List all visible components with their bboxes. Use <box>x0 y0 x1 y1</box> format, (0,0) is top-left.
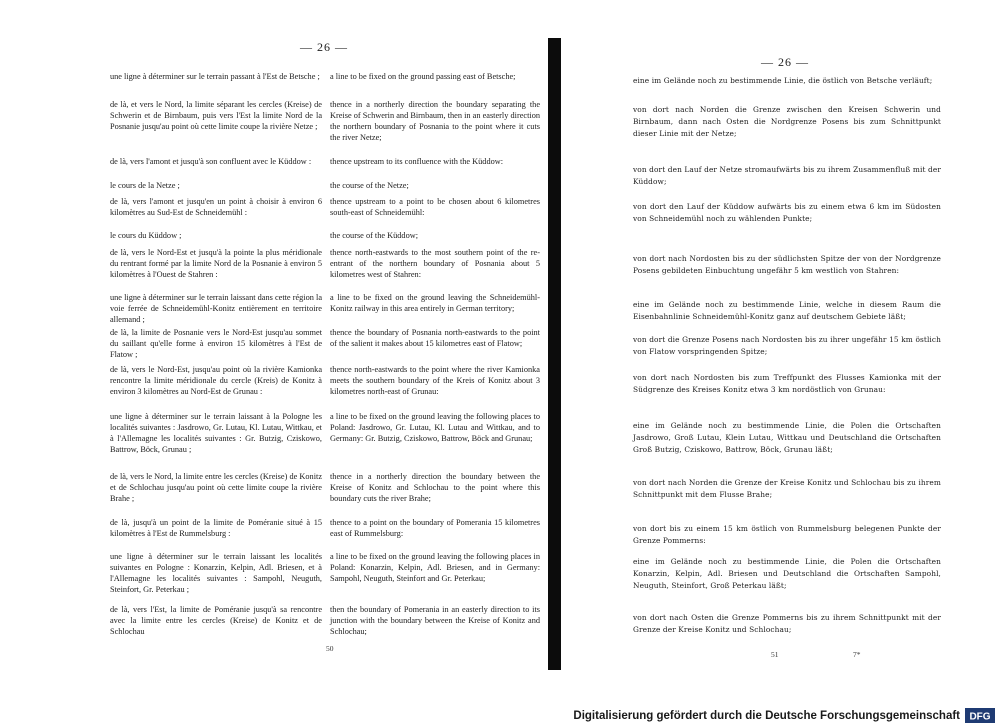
en-para: a line to be fixed on the ground passing east of Betsche; <box>330 72 516 81</box>
left-page-number: — 26 — <box>300 40 348 54</box>
en-para: then the boundary of Pomerania in an easterly direction to its junction with the boundary between the Kreise of Konitz and Schlochau; <box>330 605 540 636</box>
de-para: von dort nach Norden die Grenze der Kreise Konitz und Schlochau bis zu ihrem Schnittpunkt mit dem Flusse Brahe; <box>633 478 941 499</box>
de-para: eine im Gelände noch zu bestimmende Linie, welche in diesem Raum die Eisenbahnlinie Schneidemühl-Konitz ganz auf deutschem Gebiete läßt; <box>633 300 941 321</box>
fr-para: le cours du Küddow ; <box>110 231 182 240</box>
de-para: von dort den Lauf der Netze stromaufwärts bis zu ihrem Zusammenfluß mit der Küddow; <box>633 165 941 186</box>
de-para: eine im Gelände noch zu bestimmende Linie, die Polen die Ortschaften Konarzin, Kelpin, Adl. Briesen und Deutschland die Ortschaften Sampohl, Neuguth, Steinfort, Groß Peterkau läßt; <box>633 557 941 590</box>
de-para: von dort die Grenze Posens nach Nordosten bis zu ihrer ungefähr 15 km östlich von Flatow vorspringenden Spitze; <box>633 335 941 356</box>
fr-para: de là, la limite de Posnanie vers le Nord-Est jusqu'au sommet du saillant qu'elle forme à environ 15 kilomètres à l'Est de Flatow ; <box>110 328 322 359</box>
en-para: thence in a northerly direction the boundary between the Kreise of Konitz and Schlochau to the point where this boundary cuts the river Brahe; <box>330 472 540 503</box>
en-para: the course of the Netze; <box>330 181 409 190</box>
fr-para: une ligne à déterminer sur le terrain laissant dans cette région la voie ferrée de Schneidemühl-Konitz entièrement en territoire allemand ; <box>110 293 322 324</box>
de-para: eine im Gelände noch zu bestimmende Linie, die östlich von Betsche verläuft; <box>633 76 933 85</box>
dfg-logo-icon <box>965 708 995 723</box>
fr-para: de là, vers l'amont et jusqu'à son confluent avec le Küddow : <box>110 157 312 166</box>
fr-para: de là, vers le Nord-Est, jusqu'au point où la rivière Kamionka rencontre la limite méridionale du cercle (Kreis) de Konitz à environ 3 kilomètres au Nord-Est de Grunau : <box>110 365 322 396</box>
fr-para: de là, vers l'amont et jusqu'en un point à choisir à environ 6 kilomètres au Sud-Est de Schneidemühl : <box>110 197 322 217</box>
fr-para: de là, vers l'Est, la limite de Poméranie jusqu'à sa rencontre avec la limite entre les cercles (Kreise) de Konitz et de Schlochau <box>110 605 322 636</box>
fr-para: le cours de la Netze ; <box>110 181 180 190</box>
de-para: von dort den Lauf der Küddow aufwärts bis zu einem etwa 6 km im Südosten von Schneidemühl noch zu wählenden Punkte; <box>633 202 941 223</box>
en-para: thence north-eastwards to the most southern point of the re-entrant of the northern boundary of Posnania about 5 kilometres west of Stahren: <box>330 248 540 279</box>
de-para: von dort nach Norden die Grenze zwischen den Kreisen Schwerin und Birnbaum, dann nach Osten die Nordgrenze Posens bis zum Schnittpunkt dieser Linie mit der Netze; <box>633 105 941 138</box>
de-para: von dort nach Osten die Grenze Pommerns bis zu ihrem Schnittpunkt mit der Grenze der Kreise Konitz und Schlochau; <box>633 613 941 634</box>
fr-para: de là, vers le Nord, la limite entre les cercles (Kreise) de Konitz et de Schlochau jusqu'au point où cette limite coupe la rivière Brahe ; <box>110 472 322 503</box>
fr-para: une ligne à déterminer sur le terrain laissant à la Pologne les localités suivantes : Jasdrowo, Gr. Lutau, Kl. Lutau, Wittkau, et à l'Allemagne les localités suivantes : Gr. Butzig, Cziskowo, Battrow, Böck, Grunau ; <box>110 412 322 454</box>
en-para: a line to be fixed on the ground leaving the following places in Poland: Konarzin, Kelpin, Adl. Briesen, and in Germany: Sampohl, Neuguth, Steinfort and Gr. Peterkau; <box>330 552 540 583</box>
fr-para: de là, vers le Nord-Est et jusqu'à la pointe la plus méridionale du rentrant formé par la limite Nord de la Posnanie à environ 5 kilomètres à l'Ouest de Stahren : <box>110 248 322 279</box>
fr-para: de là, jusqu'à un point de la limite de Poméranie situé à 15 kilomètres à l'Est de Rummelsburg : <box>110 518 322 538</box>
right-page-number: — 26 — <box>761 55 809 69</box>
dfg-credit-text: Digitalisierung gefördert durch die Deutsche Forschungsgemeinschaft <box>573 710 960 722</box>
signature-mark: 7* <box>853 650 861 659</box>
en-para: thence to a point on the boundary of Pomerania 15 kilometres east of Rummelsburg: <box>330 518 540 538</box>
en-para: thence north-eastwards to the point where the river Kamionka meets the southern boundary of the Kreis of Konitz about 3 kilometres north-east of Grunau: <box>330 365 540 396</box>
de-para: von dort nach Nordosten bis zum Treffpunkt des Flusses Kamionka mit der Südgrenze des Kreises Konitz etwa 3 km nordöstlich von Grunau: <box>633 373 941 394</box>
en-para: thence upstream to its confluence with the Küddow: <box>330 157 504 166</box>
left-footer-number: 50 <box>326 644 334 653</box>
fr-para: de là, et vers le Nord, la limite séparant les cercles (Kreise) de Schwerin et de Birnbaum, puis vers l'Est la limite Nord de la Posnanie jusqu'au point où cette limite coupe la rivière Netze ; <box>110 100 322 131</box>
en-para: thence upstream to a point to be chosen about 6 kilometres south-east of Schneidemühl: <box>330 197 540 217</box>
de-para: eine im Gelände noch zu bestimmende Linie, die Polen die Ortschaften Jasdrowo, Groß Lutau, Klein Lutau, Wittkau und Deutschland die Ortschaften Groß Butzig, Cziskowo, Battrow, Böck, Grunau läßt; <box>633 421 941 454</box>
book-gutter <box>548 38 561 670</box>
right-footer-number: 51 <box>771 650 779 659</box>
en-para: the course of the Küddow; <box>330 231 419 240</box>
dfg-logo-text: DFG <box>969 711 991 723</box>
fr-para: une ligne à déterminer sur le terrain passant à l'Est de Betsche ; <box>110 72 320 81</box>
de-para: von dort nach Nordosten bis zu der südlichsten Spitze der von der Nordgrenze Posens gebildeten Einbuchtung ungefähr 5 km westlich von Stahren: <box>633 254 941 275</box>
fr-para: une ligne à déterminer sur le terrain laissant les localités suivantes en Pologne : Konarzin, Kelpin, Adl. Briesen, et à l'Allemagne les localités suivantes : Sampohl, Neuguth, Steinfort, Gr. Peterkau ; <box>110 552 322 594</box>
right-page <box>561 0 1000 690</box>
de-para: von dort bis zu einem 15 km östlich von Rummelsburg belegenen Punkte der Grenze Pommerns: <box>633 524 941 545</box>
en-para: thence the boundary of Posnania north-eastwards to the point of the salient it makes about 15 kilometres east of Flatow; <box>330 328 540 348</box>
en-para: a line to be fixed on the ground leaving the following places to Poland: Jasdrowo, Gr. Lutau, Kl. Lutau and Wittkau, and to Germany: Gr. Butzig, Cziskowo, Battrow, Böck and Grunau; <box>330 412 540 443</box>
en-para: thence in a northerly direction the boundary separating the Kreise of Schwerin and Birnbaum, then in an easterly direction the northern boundary of Posnania to the point where it cuts the river Netze; <box>330 100 540 142</box>
en-para: a line to be fixed on the ground leaving the Schneidemühl-Konitz railway in this area entirely in German territory; <box>330 293 540 313</box>
